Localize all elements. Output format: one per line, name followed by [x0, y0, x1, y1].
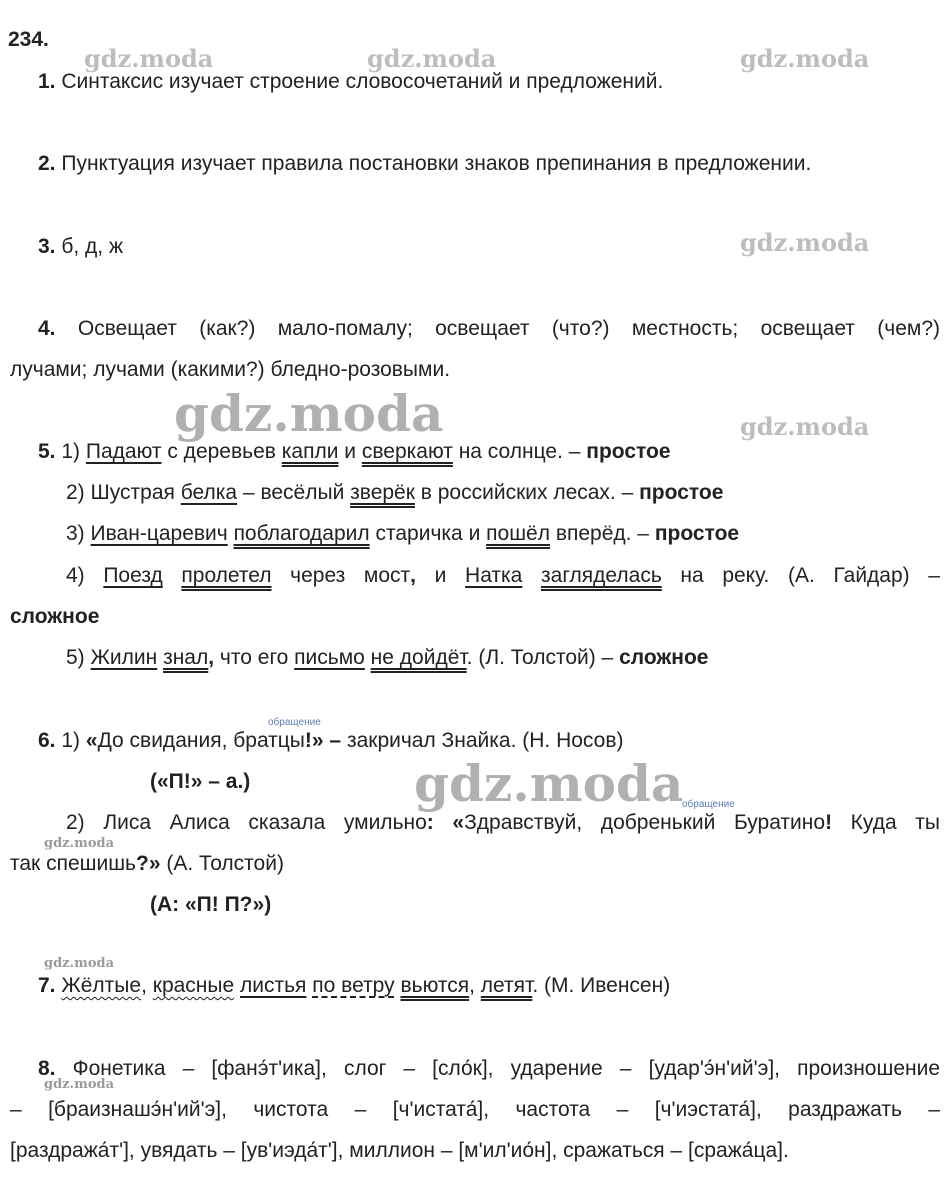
item-5-sentence-2 — [66, 481, 723, 505]
direct-speech: Здравствуй, добренький Буратино — [464, 811, 826, 834]
item-number: 8. — [38, 1057, 56, 1080]
text: Шустрая — [90, 481, 181, 504]
watermark: gdz.moda — [367, 44, 497, 73]
item-text: Пунктуация изучает правила постановки знаков препинания в предложении. — [61, 152, 812, 175]
item-number: 1. — [38, 70, 56, 93]
watermark: gdz.moda — [414, 754, 684, 813]
watermark: gdz.moda — [44, 836, 115, 851]
watermark: gdz.moda — [740, 412, 870, 441]
item-4-line2: лучами; лучами (какими?) бледно-розовыми. — [10, 358, 451, 381]
text: в российских лесах. – — [414, 481, 640, 504]
item-5-sentence-4 — [66, 564, 940, 588]
author-words: Лиса Алиса сказала умильно — [103, 811, 427, 834]
text — [163, 564, 182, 587]
direct-speech: Куда ты — [832, 811, 940, 834]
predicate: загляделась — [541, 564, 662, 587]
author: (А. Толстой) — [160, 852, 284, 875]
sentence-number: 3) — [66, 522, 85, 545]
text: старичка и — [369, 522, 487, 545]
attribute: красные — [152, 974, 235, 997]
sentence-type: простое — [654, 522, 740, 545]
comma: , — [208, 646, 215, 669]
sentence-type: простое — [586, 440, 671, 463]
item-number: 6. — [38, 729, 56, 752]
item-text: Синтаксис изучает строение словосочетаний и предложений. — [61, 70, 664, 93]
item-number: 3. — [38, 235, 56, 258]
quote-mark: « — [85, 729, 98, 752]
watermark: gdz.moda — [84, 44, 214, 73]
subject: листья — [240, 974, 307, 997]
text: вперёд. – — [549, 522, 655, 545]
watermark: gdz.moda — [174, 384, 444, 443]
predicate: знал — [163, 646, 209, 669]
text: что его — [214, 646, 295, 669]
scheme-2: (А: «П! П?») — [150, 893, 272, 916]
predicate: вьются — [400, 974, 470, 997]
item-number: 7. — [38, 974, 56, 997]
subject: Иван-царевич — [90, 522, 228, 545]
transcription-text: – [браизнашэ́н'ий'э], чистота – [ч'истата́], частота – [ч'иэстата́], раздражать – — [10, 1098, 940, 1121]
predicate: поблагодарил — [233, 522, 370, 545]
text: на реку. (А. Гайдар) – — [661, 564, 940, 587]
annotation-obrashchenie: обращение — [268, 717, 321, 728]
exclamation: ! — [825, 811, 833, 834]
item-2 — [38, 152, 811, 176]
item-7 — [38, 974, 670, 998]
sentence-type: сложное — [619, 646, 709, 669]
item-1 — [38, 70, 663, 94]
watermark: gdz.moda — [740, 44, 870, 73]
watermark: gdz.moda — [740, 228, 870, 257]
watermark: gdz.moda — [44, 956, 115, 971]
sentence-type: сложное — [10, 605, 100, 628]
annotation-obrashchenie: обращение — [682, 799, 735, 810]
predicate: пролетел — [181, 564, 272, 587]
item-6-sentence-1 — [38, 729, 623, 753]
text: , — [469, 974, 481, 997]
item-8-line2 — [10, 1098, 940, 1122]
item-5-sentence-1 — [38, 440, 671, 464]
item-6-sentence-2-line2 — [10, 852, 284, 876]
item-6-sentence-2 — [66, 811, 940, 835]
comma: , — [410, 564, 417, 587]
subject: Жилин — [90, 646, 158, 669]
subject: Натка — [465, 564, 523, 587]
item-8-line1 — [38, 1057, 940, 1081]
text: . (Л. Толстой) – — [466, 646, 620, 669]
quote-end: ?» — [136, 852, 161, 875]
text: и — [416, 564, 466, 587]
sentence-number: 1) — [61, 440, 81, 463]
item-4 — [38, 317, 940, 341]
item-text-line1: Освещает (как?) мало-помалу; освещает (что?) местность; освещает (чем?) — [77, 317, 940, 340]
sentence-number: 2) — [66, 481, 85, 504]
sentence-number: 5) — [66, 646, 85, 669]
item-number: 4. — [38, 317, 56, 340]
direct-speech: До свидания, братцы — [97, 729, 305, 752]
transcription-text: [раздража́т'], увядать – [ув'иэда́т'], миллион – [м'ил'ио́н], сражаться – [сража́ца]. — [10, 1139, 789, 1162]
text: – весёлый — [237, 481, 351, 504]
sentence-number: 2) — [66, 811, 85, 834]
transcription-text: Фонетика – [фанэ́т'ика], слог – [сло́к], ударение – [удар'э́н'ий'э], произношение — [72, 1057, 941, 1080]
predicate: не дойдёт — [370, 646, 467, 669]
text: . (М. Ивенсен) — [532, 974, 671, 997]
scheme-1: («П!» – а.) — [150, 770, 251, 793]
quote-mark: !» — [304, 729, 324, 752]
predicate: сверкают — [361, 440, 453, 463]
watermark: gdz.moda — [44, 1077, 115, 1092]
sentence-number: 4) — [66, 564, 85, 587]
text: , — [141, 974, 153, 997]
author-words: закричал Знайка. (Н. Носов) — [341, 729, 624, 752]
item-number: 5. — [38, 440, 56, 463]
item-number: 2. — [38, 152, 56, 175]
predicate: капли — [281, 440, 339, 463]
item-3 — [38, 235, 123, 259]
text — [522, 564, 541, 587]
dash: – — [323, 729, 342, 752]
subject: Падают — [85, 440, 162, 463]
adverbial: по ветру — [312, 974, 395, 997]
text: и — [338, 440, 362, 463]
subject: Поезд — [103, 564, 163, 587]
subject: письмо — [294, 646, 365, 669]
direct-speech: так спешишь — [10, 852, 136, 875]
task-number: 234. — [8, 28, 49, 51]
subject: белка — [180, 481, 238, 504]
item-8-line3 — [10, 1139, 890, 1163]
text: через мост — [271, 564, 411, 587]
attribute: Жёлтые — [61, 974, 142, 997]
item-5-sentence-3 — [66, 522, 739, 546]
predicate: пошёл — [486, 522, 550, 545]
text: на солнце. – — [452, 440, 587, 463]
text: с деревьев — [161, 440, 282, 463]
sentence-number: 1) — [61, 729, 81, 752]
sentence-type: простое — [639, 481, 724, 504]
colon-quote: : « — [426, 811, 465, 834]
item-5-sentence-5 — [66, 646, 708, 670]
predicate: летят — [480, 974, 533, 997]
predicate: зверёк — [350, 481, 415, 504]
item-text: б, д, ж — [61, 235, 124, 258]
